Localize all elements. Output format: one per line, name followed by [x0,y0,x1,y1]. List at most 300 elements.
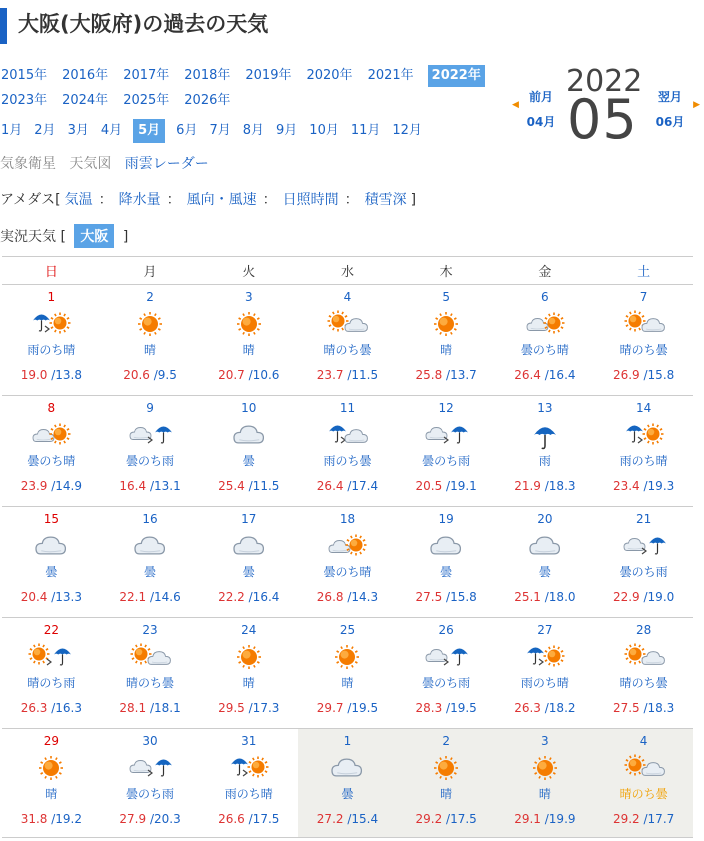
temperature [2,589,101,605]
high-temp: 22.9 [612,590,640,604]
temperature [298,589,397,605]
high-temp: 16.4 [119,479,147,493]
amedas-item-link[interactable]: 風向・風速 [186,192,257,208]
umbrella-icon [496,419,595,451]
actual-weather-suffix: ] [122,229,129,245]
cloud-icon [199,530,298,562]
day-number: 12 [438,401,454,415]
cloud-then-sun-icon [496,308,595,340]
month-link[interactable]: 9月 [276,123,298,138]
high-temp: 23.7 [316,368,344,382]
day-cell[interactable] [397,507,496,618]
low-temp: /16.4 [544,368,576,382]
day-number: 10 [241,401,257,415]
high-temp: 29.5 [218,701,245,715]
year-link[interactable]: 2019年 [245,68,292,83]
cloud-icon [101,530,200,562]
high-temp: 28.3 [415,701,443,715]
day-cell[interactable] [496,396,595,507]
day-cell[interactable] [101,396,200,507]
day-number: 29 [43,734,59,748]
amedas-label: アメダス[ [0,192,61,208]
day-cell[interactable] [199,618,298,729]
sun-icon [496,752,595,784]
day-number: 18 [339,512,356,526]
weather-text: 晴 [538,787,551,801]
temperature [496,811,595,827]
temperature [101,478,200,494]
low-temp: /16.3 [51,701,82,715]
high-temp: 20.4 [20,590,48,604]
weekday-header: 土 [594,257,693,285]
day-number: 7 [639,290,648,304]
day-number: 25 [339,623,356,637]
day-cell[interactable] [199,285,298,396]
sun-icon [397,308,496,340]
year-selector-row-2 [0,90,244,112]
year-link[interactable]: 2018年 [184,68,231,83]
temperature [298,811,397,827]
low-temp: /19.1 [446,479,477,493]
year-link[interactable]: 2015年 [1,68,48,83]
separator: ： [98,192,113,208]
day-cell[interactable] [298,618,397,729]
day-number: 8 [47,401,56,415]
low-temp: /17.4 [347,479,379,493]
temperature [298,478,397,494]
high-temp: 27.9 [119,812,147,826]
weather-text: 曇 [538,565,551,579]
day-number: 2 [442,734,450,748]
day-cell[interactable] [496,507,595,618]
weather-text: 曇 [242,454,255,468]
high-temp: 26.4 [316,479,344,493]
weather-text: 晴 [440,343,453,357]
low-temp: /19.9 [544,812,576,826]
low-temp: /17.5 [446,812,477,826]
high-temp: 20.7 [218,368,245,382]
cloud-then-rain-icon [397,419,496,451]
low-temp: /14.3 [347,590,379,604]
city-button[interactable]: 大阪 [74,224,114,248]
map-links [0,153,209,173]
day-number: 13 [537,401,553,415]
page-header [0,8,704,44]
day-number: 3 [541,734,549,748]
weekday-header: 水 [298,257,397,285]
day-number: 15 [43,512,59,526]
month-link[interactable]: 12月 [392,123,422,138]
day-number: 14 [635,401,652,415]
sun-icon [2,752,101,784]
low-temp: /13.7 [446,368,477,382]
month-link[interactable]: 7月 [209,123,231,138]
sun-then-cloud-icon [101,641,200,673]
separator: ： [166,192,181,208]
weather-calendar [2,256,693,838]
temperature [2,811,101,827]
low-temp: /18.1 [149,701,181,715]
day-number: 19 [438,512,454,526]
low-temp: /13.8 [51,368,82,382]
sun-icon [397,752,496,784]
low-temp: /15.8 [643,368,675,382]
amedas-item-link[interactable]: 降水量 [118,192,161,208]
year-link[interactable]: 2016年 [62,68,109,83]
day-number: 6 [541,290,549,304]
weather-text: 晴 [440,787,453,801]
weather-text: 曇のち晴 [520,343,569,357]
weekday-header: 金 [496,257,595,285]
day-number: 5 [442,290,450,304]
day-cell[interactable] [199,507,298,618]
cloud-then-rain-icon [397,641,496,673]
current-year: 2022 [566,64,643,99]
day-cell[interactable] [199,729,298,838]
day-cell[interactable] [2,507,101,618]
weather-text: 雨のち曇 [323,454,372,468]
cloud-then-sun-icon [298,530,397,562]
temperature [594,589,693,605]
cloud-icon [496,530,595,562]
low-temp: /19.2 [51,812,82,826]
temperature [397,700,496,716]
temperature [496,589,595,605]
weather-text: 晴のち曇 [619,676,668,690]
temperature [496,700,595,716]
temperature [199,700,298,716]
sun-icon [101,308,200,340]
day-cell[interactable] [298,285,397,396]
month-link[interactable]: 2月 [34,123,56,138]
year-link[interactable]: 2022年 [428,65,485,87]
low-temp: /10.6 [248,368,280,382]
high-temp: 28.1 [119,701,147,715]
high-temp: 22.1 [119,590,147,604]
high-temp: 27.5 [415,590,443,604]
low-temp: /17.3 [248,701,280,715]
day-number: 28 [635,623,652,637]
low-temp: /19.5 [347,701,379,715]
high-temp: 21.9 [514,479,541,493]
cloud-then-rain-icon [101,419,200,451]
month-link[interactable]: 5月 [133,119,165,143]
day-number: 1 [47,290,56,304]
temperature [397,367,496,383]
day-cell[interactable] [496,729,595,838]
low-temp: /13.3 [51,590,82,604]
day-cell[interactable] [397,396,496,507]
cloud-icon [2,530,101,562]
day-cell[interactable] [2,396,101,507]
day-number: 24 [241,623,257,637]
high-temp: 29.2 [415,812,443,826]
next-arrow-icon: ▶ [693,100,700,110]
high-temp: 26.6 [218,812,245,826]
weather-text: 雨のち晴 [224,787,273,801]
amedas-links [0,189,416,209]
temperature [594,367,693,383]
day-number: 30 [142,734,158,748]
temperature [101,700,200,716]
weather-text: 曇のち雨 [422,454,471,468]
low-temp: /11.5 [347,368,379,382]
low-temp: /18.2 [544,701,576,715]
weather-text: 曇のち雨 [422,676,471,690]
day-number: 23 [142,623,158,637]
separator: ： [344,192,359,208]
weather-text: 雨のち晴 [520,676,569,690]
low-temp: /16.4 [248,590,280,604]
high-temp: 26.3 [20,701,48,715]
page-title: 大阪(大阪府)の過去の天気 [18,12,269,36]
temperature [298,367,397,383]
weather-text: 雨のち晴 [619,454,668,468]
title-accent-bar [0,8,7,44]
weather-text: 曇のち晴 [323,565,372,579]
year-link[interactable]: 2023年 [1,93,48,108]
high-temp: 25.1 [514,590,541,604]
day-cell[interactable] [298,729,397,838]
day-cell[interactable] [594,396,693,507]
year-link[interactable]: 2026年 [184,93,231,108]
temperature [101,589,200,605]
low-temp: /19.3 [643,479,675,493]
weather-text: 曇 [45,565,58,579]
temperature [2,700,101,716]
day-cell[interactable] [2,285,101,396]
weather-text: 晴のち曇 [619,787,668,801]
rain-then-sun-icon [496,641,595,673]
month-link[interactable]: 4月 [100,123,123,138]
day-number: 4 [343,290,352,304]
weather-text: 曇 [440,565,453,579]
low-temp: /13.1 [149,479,181,493]
actual-weather-row [0,224,128,248]
cloud-then-rain-icon [594,530,693,562]
cloud-then-sun-icon [2,419,101,451]
year-selector-row-1 [0,65,498,87]
high-temp: 26.4 [514,368,541,382]
sun-then-cloud-icon [298,308,397,340]
high-temp: 25.8 [415,368,443,382]
weather-text: 晴 [144,343,157,357]
day-number: 22 [43,623,59,637]
day-cell[interactable] [397,285,496,396]
day-cell[interactable] [594,507,693,618]
weather-text: 晴のち曇 [126,676,175,690]
sun-icon [298,641,397,673]
high-temp: 26.8 [316,590,344,604]
weather-text: 晴 [341,676,354,690]
day-cell[interactable] [397,618,496,729]
year-link[interactable]: 2021年 [367,68,414,83]
temperature [594,700,693,716]
weather-text: 曇のち晴 [27,454,76,468]
day-number: 31 [241,734,257,748]
satellite-link[interactable]: 気象衛星 [0,156,56,172]
day-cell[interactable] [496,618,595,729]
day-cell[interactable] [101,285,200,396]
day-number: 11 [339,401,356,415]
prev-arrow-icon: ◀ [512,100,519,110]
temperature [496,478,595,494]
month-link[interactable]: 1月 [1,123,23,138]
temperature [397,478,496,494]
year-link[interactable]: 2017年 [123,68,170,83]
sun-then-cloud-icon [594,752,693,784]
day-number: 16 [142,512,158,526]
prev-month-link[interactable] [512,88,562,130]
cloud-then-rain-icon [101,752,200,784]
high-temp: 23.4 [612,479,640,493]
temperature [199,367,298,383]
rain-then-sun-icon [199,752,298,784]
high-temp: 19.0 [20,368,48,382]
day-cell[interactable] [101,729,200,838]
day-cell[interactable] [2,729,101,838]
sun-then-cloud-icon [594,641,693,673]
month-selector [0,119,433,143]
month-link[interactable]: 3月 [67,123,89,138]
day-number: 21 [635,512,652,526]
day-cell[interactable] [496,285,595,396]
temperature [397,811,496,827]
cloud-icon [199,419,298,451]
next-month: 06月 [655,115,685,129]
high-temp: 22.2 [218,590,245,604]
prev-month: 04月 [526,115,556,129]
temperature [199,478,298,494]
day-number: 26 [438,623,454,637]
weather-text: 雨 [538,454,551,468]
high-temp: 23.9 [20,479,48,493]
separator: ： [262,192,277,208]
day-cell[interactable] [2,618,101,729]
low-temp: /9.5 [153,368,177,382]
day-number: 27 [537,623,553,637]
weather-text: 曇のち雨 [126,787,175,801]
high-temp: 25.4 [218,479,245,493]
high-temp: 20.5 [415,479,443,493]
month-link[interactable]: 10月 [309,123,339,138]
low-temp: /18.3 [544,479,576,493]
day-number: 3 [244,290,253,304]
day-cell[interactable] [594,618,693,729]
low-temp: /19.0 [643,590,675,604]
high-temp: 29.2 [612,812,640,826]
rain-then-sun-icon [2,308,101,340]
low-temp: /11.5 [248,479,280,493]
day-cell[interactable] [298,396,397,507]
temperature [199,811,298,827]
sun-then-cloud-icon [594,308,693,340]
temperature [2,478,101,494]
year-link[interactable]: 2025年 [123,93,170,108]
low-temp: /15.4 [347,812,379,826]
temperature [101,367,200,383]
weather-text: 曇 [341,787,354,801]
weather-text: 晴のち曇 [323,343,372,357]
temperature [594,811,693,827]
next-month-link[interactable] [650,88,700,130]
weekday-header: 火 [199,257,298,285]
weekday-header: 日 [2,257,101,285]
temperature [594,478,693,494]
low-temp: /14.6 [149,590,181,604]
high-temp: 31.8 [20,812,48,826]
amedas-item-link[interactable]: 日照時間 [282,192,339,208]
current-month: 05 [567,88,638,151]
temperature [199,589,298,605]
weather-text: 曇 [242,565,255,579]
high-temp: 20.6 [123,368,150,382]
high-temp: 26.3 [514,701,541,715]
high-temp: 29.7 [316,701,344,715]
weekday-header: 木 [397,257,496,285]
low-temp: /20.3 [149,812,181,826]
day-number: 1 [343,734,352,748]
weather-text: 晴 [242,676,255,690]
sun-then-rain-icon [2,641,101,673]
day-cell[interactable] [199,396,298,507]
high-temp: 27.2 [316,812,344,826]
weather-text: 曇のち雨 [619,565,668,579]
rain-radar-link[interactable]: 雨雲レーダー [124,156,209,172]
day-cell[interactable] [594,285,693,396]
day-number: 9 [146,401,154,415]
weather-text: 雨のち晴 [27,343,76,357]
month-link[interactable]: 6月 [176,123,198,138]
actual-weather-label: 実況天気 [ [0,229,66,245]
temperature [101,811,200,827]
day-cell[interactable] [101,618,200,729]
amedas-item-link[interactable]: 気温 [64,192,93,208]
weather-text: 曇 [144,565,157,579]
month-link[interactable]: 8月 [242,123,265,138]
temperature [298,700,397,716]
day-cell[interactable] [594,729,693,838]
weather-text: 晴 [45,787,58,801]
next-label: 翌月 [657,90,682,104]
day-number: 2 [146,290,154,304]
rain-then-sun-icon [594,419,693,451]
temperature [397,589,496,605]
high-temp: 26.9 [612,368,640,382]
sun-icon [199,641,298,673]
weather-text: 曇のち雨 [126,454,175,468]
rain-then-cloud-icon [298,419,397,451]
day-cell[interactable] [101,507,200,618]
day-number: 20 [537,512,553,526]
year-link[interactable]: 2020年 [306,68,353,83]
prev-label: 前月 [528,90,553,104]
sun-icon [199,308,298,340]
day-cell[interactable] [397,729,496,838]
month-link[interactable]: 11月 [350,123,381,138]
year-link[interactable]: 2024年 [62,93,109,108]
cloud-icon [397,530,496,562]
weather-chart-link[interactable]: 天気図 [69,156,112,172]
temperature [2,367,101,383]
weather-text: 晴 [242,343,255,357]
weather-text: 晴のち雨 [27,676,76,690]
day-cell[interactable] [298,507,397,618]
high-temp: 27.5 [612,701,640,715]
low-temp: /15.8 [446,590,477,604]
low-temp: /14.9 [51,479,82,493]
amedas-item-link[interactable]: 積雪深 [364,192,407,208]
